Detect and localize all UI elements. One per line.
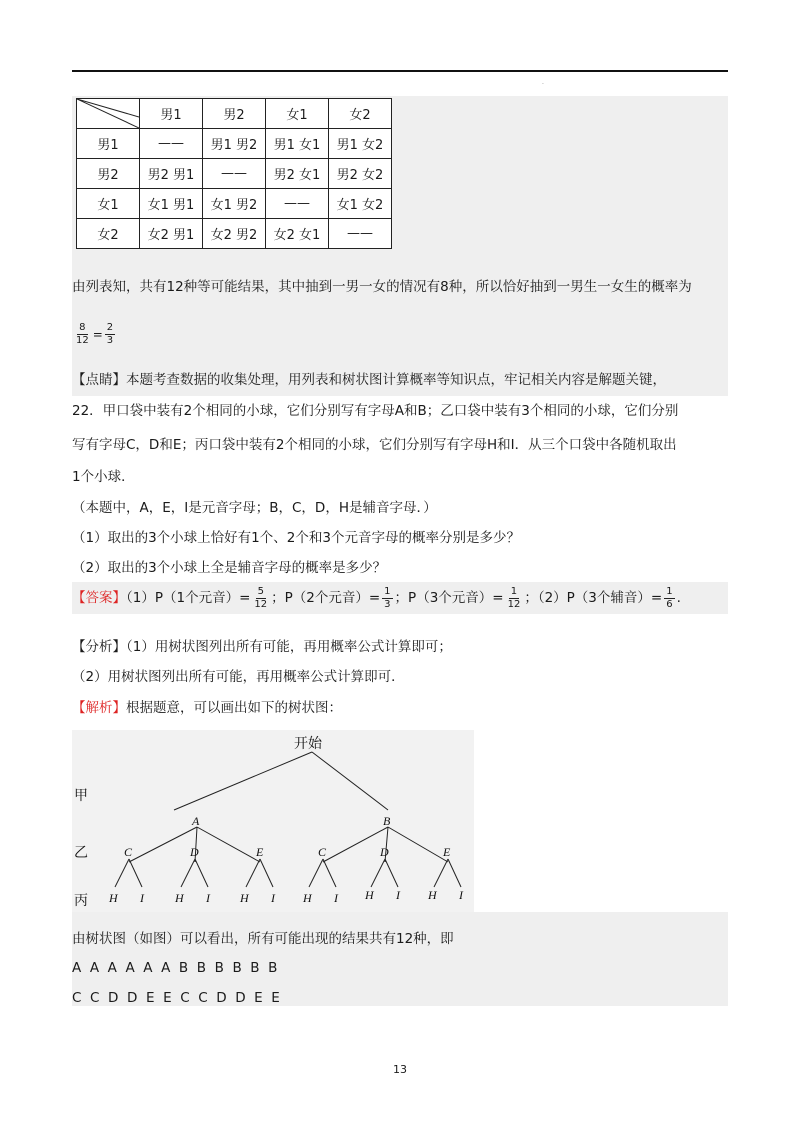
page-number: 13 — [393, 1063, 407, 1076]
edge-leaf — [115, 859, 129, 887]
node-leaf: I — [396, 888, 400, 902]
numerator: 1 — [510, 585, 518, 597]
header-mark: . — [542, 79, 544, 86]
table-cell: 女1 女2 — [329, 189, 392, 219]
diagonal-lines — [77, 99, 139, 128]
denominator: 3 — [384, 598, 391, 610]
col-header: 男2 — [203, 99, 266, 129]
answer-line — [72, 585, 681, 611]
dianjing-label: 【点睛】 — [72, 372, 126, 388]
col-header: 女2 — [329, 99, 392, 129]
question-22-note: （本题中，A，E，I是元音字母；B，C，D，H是辅音字母．） — [72, 500, 437, 516]
edge-leaf — [246, 859, 260, 887]
fraction — [105, 322, 115, 347]
table-cell: 男2 女1 — [266, 159, 329, 189]
question-22-line1: 22．甲口袋中装有2个相同的小球，它们分别写有字母A和B；乙口袋中装有3个相同的小球，它们分别 — [72, 403, 679, 419]
table-cell: 男1 女1 — [266, 129, 329, 159]
node-leaf: I — [206, 891, 210, 905]
equals-sign: = — [92, 327, 103, 342]
edge-leaf — [323, 859, 336, 887]
fraction — [506, 586, 523, 611]
row-header: 女1 — [77, 189, 140, 219]
sequence-row-1: A A A A A A B B B B B B — [72, 960, 278, 976]
table-cell-dash: —— — [140, 129, 203, 159]
node-b: B — [383, 814, 391, 828]
table-cell-dash: —— — [329, 219, 392, 249]
edge-root-a — [174, 752, 312, 810]
answer-part: ；（2）P（3个辅音）= — [524, 590, 663, 606]
edge-leaf — [371, 859, 385, 887]
table-cell: 女1 男2 — [203, 189, 266, 219]
table-cell: 男1 女2 — [329, 129, 392, 159]
node-leaf: H — [428, 888, 437, 902]
table-cell: 男1 男2 — [203, 129, 266, 159]
table-cell-dash: —— — [203, 159, 266, 189]
fraction — [252, 586, 269, 611]
node-leaf: I — [334, 891, 338, 905]
fraction — [664, 586, 674, 611]
denominator: 12 — [254, 598, 268, 610]
node-level2: D — [380, 845, 389, 859]
node-leaf: I — [140, 891, 144, 905]
node-level2: E — [443, 845, 451, 859]
col-header: 男1 — [140, 99, 203, 129]
question-22-line2: 写有字母C，D和E；丙口袋中装有2个相同的小球，它们分别写有字母H和I．从三个口袋中各随机取出 — [72, 437, 677, 453]
table-row — [77, 129, 392, 159]
level-label-jia: 甲 — [74, 787, 88, 803]
table-cell: 男2 女2 — [329, 159, 392, 189]
answer-period: . — [676, 590, 681, 606]
edge-leaf — [309, 859, 323, 887]
numerator: 5 — [257, 585, 264, 597]
equation-probability — [72, 322, 117, 347]
node-leaf: H — [240, 891, 249, 905]
denominator: 12 — [507, 598, 521, 610]
table-cell: 女1 男1 — [140, 189, 203, 219]
node-leaf: H — [365, 888, 374, 902]
table-cell: 女2 男1 — [140, 219, 203, 249]
table-cell: 女2 女1 — [266, 219, 329, 249]
edge-a-c — [129, 827, 197, 862]
table-row — [77, 189, 392, 219]
row-header: 女2 — [77, 219, 140, 249]
level-label-yi: 乙 — [74, 844, 88, 860]
edge-a-e — [197, 827, 260, 862]
header-rule — [72, 70, 728, 72]
node-leaf: I — [459, 888, 463, 902]
table-row — [77, 219, 392, 249]
row-header: 男1 — [77, 129, 140, 159]
numerator: 1 — [384, 585, 391, 597]
jiexi-text: 根据题意，可以画出如下的树状图： — [126, 700, 342, 716]
node-level2: D — [190, 845, 199, 859]
node-level2: C — [124, 845, 133, 859]
edge-leaf — [260, 859, 273, 887]
tree-root: 开始 — [294, 735, 322, 751]
answer-part: （1）P（1个元音）= — [126, 590, 251, 606]
node-leaf: I — [271, 891, 275, 905]
tree-diagram — [72, 730, 474, 912]
col-header: 女1 — [266, 99, 329, 129]
fenxi-line1 — [72, 637, 452, 657]
table-cell: 男2 男1 — [140, 159, 203, 189]
edge-leaf — [129, 859, 142, 887]
edge-leaf — [448, 859, 461, 887]
table-cell: 女2 男2 — [203, 219, 266, 249]
node-level2: C — [318, 845, 327, 859]
denominator: 3 — [106, 335, 114, 346]
level-label-bing: 丙 — [74, 892, 88, 908]
edge-leaf — [385, 859, 398, 887]
fraction — [382, 586, 392, 611]
jiexi-line — [72, 698, 342, 718]
paragraph-tree-result: 由树状图（如图）可以看出，所有可能出现的结果共有12种，即 — [72, 931, 454, 947]
jiexi-label: 【解析】 — [72, 700, 126, 716]
table-row — [77, 159, 392, 189]
numerator: 2 — [106, 322, 114, 333]
node-leaf: H — [303, 891, 312, 905]
denominator: 6 — [666, 598, 673, 610]
node-a: A — [192, 814, 200, 828]
answer-part: ；P（2个元音）= — [271, 590, 381, 606]
fenxi-text: （1）用树状图列出所有可能，再用概率公式计算即可； — [126, 639, 452, 655]
edge-b-e — [388, 827, 448, 862]
sequence-row-2: C C D D E E C C D D E E — [72, 990, 280, 1006]
answer-part: ；P（3个元音）= — [394, 590, 504, 606]
edge-b-c — [323, 827, 388, 862]
edge-leaf — [195, 859, 208, 887]
denominator: 12 — [76, 335, 89, 346]
node-level2: E — [256, 845, 264, 859]
diagonal-header-cell — [77, 99, 140, 129]
table-cell-dash: —— — [266, 189, 329, 219]
numerator: 1 — [666, 585, 673, 597]
edge-leaf — [181, 859, 195, 887]
table-header-row — [77, 99, 392, 129]
tree-svg — [72, 730, 474, 912]
pairing-table — [76, 98, 392, 249]
paragraph-list-result: 由列表知，共有12种等可能结果，其中抽到一男一女的情况有8种，所以恰好抽到一男生一女生的概率为 — [72, 279, 692, 295]
edge-leaf — [434, 859, 448, 887]
fenxi-label: 【分析】 — [72, 639, 126, 655]
fenxi-line2: （2）用树状图列出所有可能，再用概率公式计算即可． — [72, 669, 405, 685]
row-header: 男2 — [77, 159, 140, 189]
question-22-sub2: （2）取出的3个小球上全是辅音字母的概率是多少？ — [72, 560, 387, 576]
answer-label: 【答案】 — [72, 590, 126, 606]
numerator: 8 — [79, 322, 86, 333]
node-leaf: H — [109, 891, 118, 905]
node-leaf: H — [175, 891, 184, 905]
dianjing-text: 本题考查数据的收集处理，用列表和树状图计算概率等知识点，牢记相关内容是解题关键， — [126, 372, 666, 388]
edge-root-b — [312, 752, 388, 810]
question-22-line3: 1个小球． — [72, 469, 135, 485]
question-22-sub1: （1）取出的3个小球上恰好有1个、2个和3个元音字母的概率分别是多少？ — [72, 530, 520, 546]
dianjing-paragraph — [72, 370, 666, 390]
fraction — [74, 322, 91, 347]
